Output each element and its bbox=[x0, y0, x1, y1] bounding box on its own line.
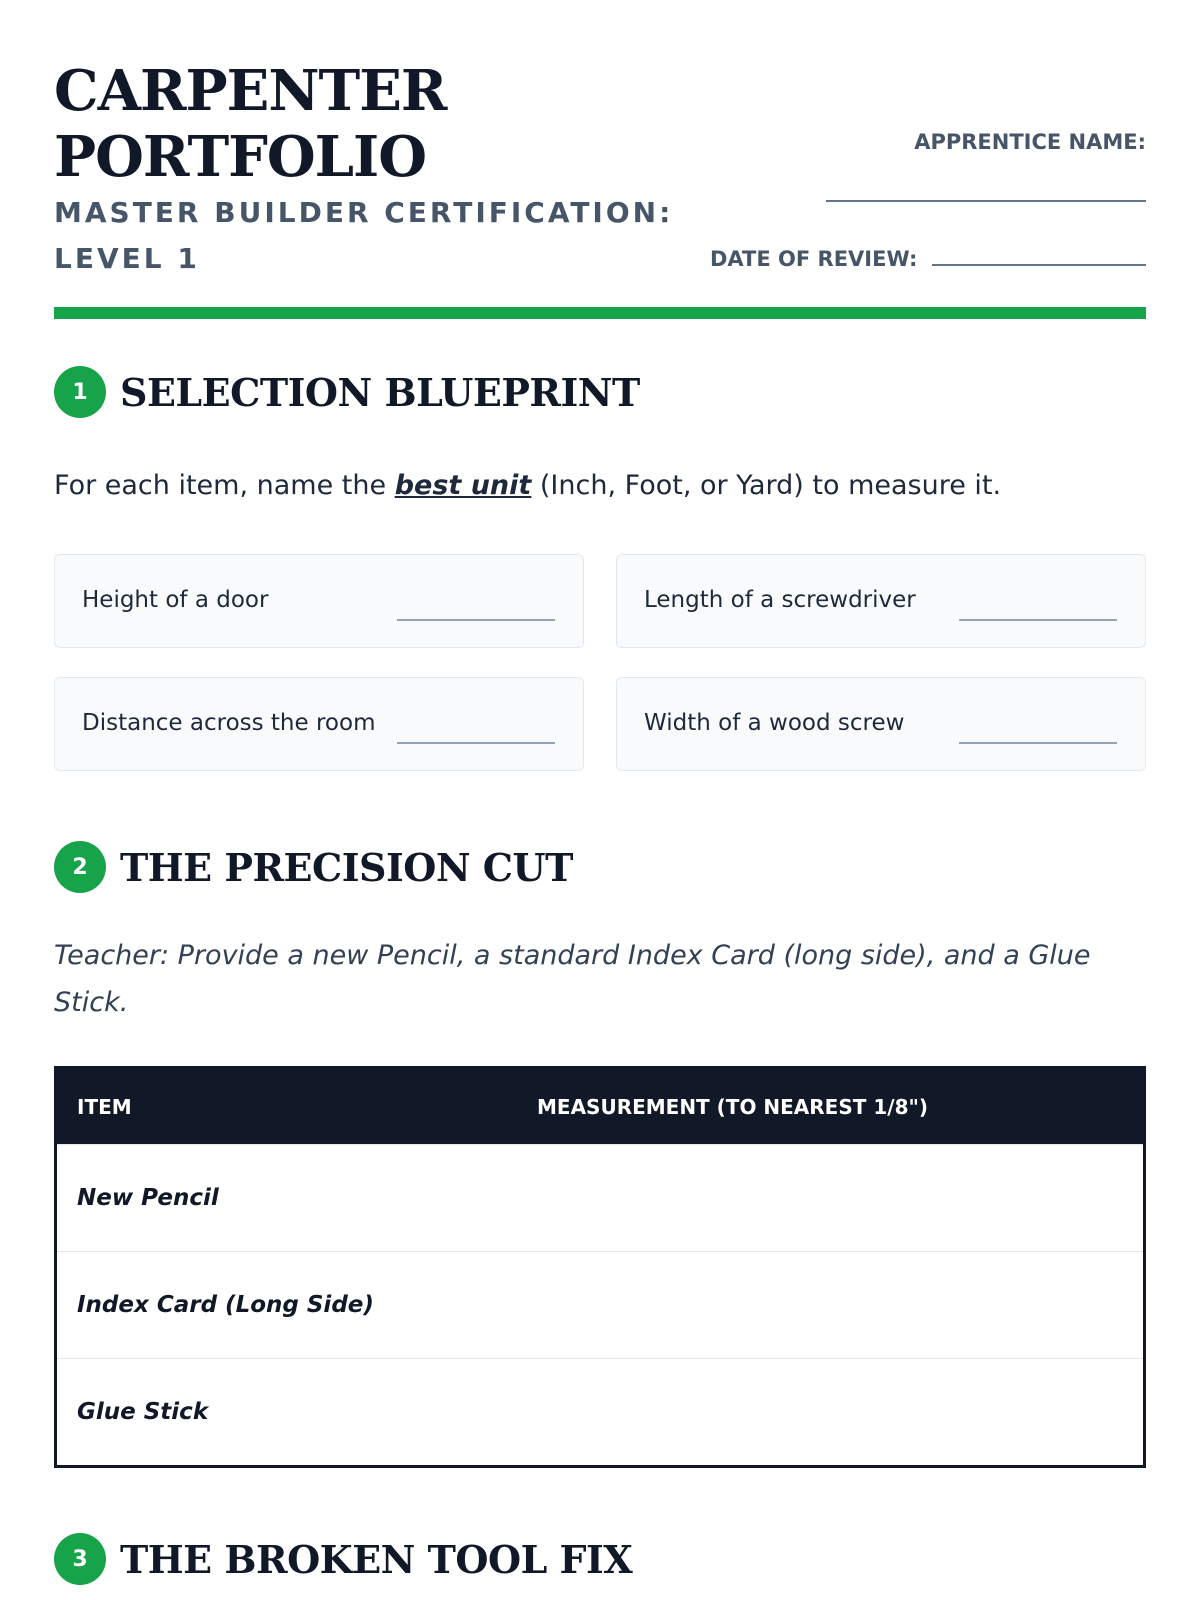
worksheet-page bbox=[54, 0, 1146, 1582]
measurement-answer-cell[interactable] bbox=[517, 1252, 1143, 1358]
table-row bbox=[57, 1144, 1143, 1251]
title-line-1: CARPENTER bbox=[54, 58, 447, 124]
row-item-name: New Pencil bbox=[77, 1185, 219, 1211]
unit-item-label: Length of a screwdriver bbox=[644, 587, 916, 613]
unit-item-label: Height of a door bbox=[82, 587, 269, 613]
page-title bbox=[54, 58, 446, 190]
section-1-instructions bbox=[54, 470, 1001, 501]
table-row bbox=[57, 1358, 1143, 1465]
row-item-name: Index Card (Long Side) bbox=[77, 1292, 374, 1318]
section-2-heading bbox=[54, 840, 573, 894]
instructions-emphasis: best unit bbox=[394, 470, 532, 501]
table-row bbox=[57, 1251, 1143, 1358]
section-3-number-badge: 3 bbox=[54, 1533, 106, 1585]
table-header bbox=[57, 1069, 1143, 1144]
unit-item-card bbox=[616, 554, 1146, 648]
section-1-heading bbox=[54, 365, 640, 419]
column-header-item: ITEM bbox=[77, 1094, 132, 1119]
unit-answer-field[interactable] bbox=[959, 619, 1117, 621]
header-divider bbox=[54, 307, 1146, 319]
unit-item-label: Width of a wood screw bbox=[644, 710, 905, 736]
subtitle-line-2: LEVEL 1 bbox=[54, 242, 200, 275]
date-of-review-field[interactable] bbox=[932, 264, 1146, 266]
unit-answer-field[interactable] bbox=[397, 619, 555, 621]
unit-item-card bbox=[54, 677, 584, 771]
section-2-number-badge: 2 bbox=[54, 841, 106, 893]
measurement-answer-cell[interactable] bbox=[517, 1359, 1143, 1465]
unit-answer-field[interactable] bbox=[959, 742, 1117, 744]
measurement-table bbox=[54, 1066, 1146, 1468]
header bbox=[54, 0, 1146, 322]
unit-item-card bbox=[54, 554, 584, 648]
section-3-title: THE BROKEN TOOL FIX bbox=[120, 1536, 633, 1582]
unit-item-card bbox=[616, 677, 1146, 771]
section-3-heading bbox=[54, 1532, 632, 1586]
apprentice-name-label: APPRENTICE NAME: bbox=[914, 130, 1146, 154]
teacher-note: Teacher: Provide a new Pencil, a standard Index Card (long side), and a Glue Stick. bbox=[54, 940, 1091, 1018]
instructions-text-before: For each item, name the bbox=[54, 470, 395, 501]
subtitle-line-1: MASTER BUILDER CERTIFICATION: bbox=[54, 196, 674, 229]
title-line-2: PORTFOLIO bbox=[54, 124, 427, 190]
section-1-title: SELECTION BLUEPRINT bbox=[120, 369, 640, 415]
apprentice-name-field[interactable] bbox=[826, 200, 1146, 202]
column-header-measurement: MEASUREMENT (TO NEAREST 1/8") bbox=[537, 1094, 929, 1119]
unit-item-label: Distance across the room bbox=[82, 710, 376, 736]
section-2-title: THE PRECISION CUT bbox=[120, 844, 573, 890]
date-of-review-label: DATE OF REVIEW: bbox=[710, 247, 918, 271]
unit-answer-field[interactable] bbox=[397, 742, 555, 744]
measurement-answer-cell[interactable] bbox=[517, 1145, 1143, 1251]
instructions-text-after: (Inch, Foot, or Yard) to measure it. bbox=[531, 470, 1002, 501]
page-subtitle bbox=[54, 190, 714, 282]
section-1-number-badge: 1 bbox=[54, 366, 106, 418]
row-item-name: Glue Stick bbox=[77, 1399, 209, 1425]
